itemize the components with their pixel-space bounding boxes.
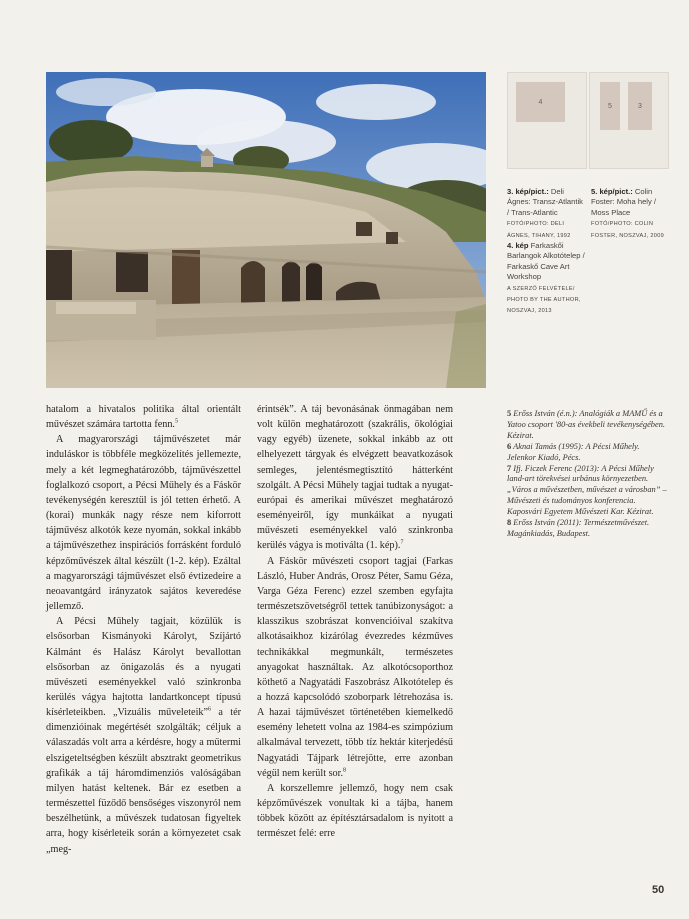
footnote-text: Erőss István (é.n.): Analógiák a MAMŰ és a Yatoo csoport '80-as évekbeli tevékenységében. Kézirat. [507,409,665,440]
caption-label: 3. kép/pict.: [507,187,549,196]
footnote-text: Erőss István (2011): Természetművészet. Magánkiadás, Budapest. [507,518,650,538]
paragraph [46,402,241,432]
paragraph [257,554,453,781]
footnote-number: 8 [507,518,512,528]
footnote-text: Ifj. Ficzek Ferenc (2013): A Pécsi Műhely land-art törekvései urbánus környezetben. „Város a művészetben, művészet a városban” – Művészeti és tudományos konferencia. Kaposvári Egyetem Művészeti Kar. Kézirat. [507,463,667,517]
footnote [507,464,667,519]
footnote [507,442,667,464]
footnote-number: 6 [507,441,512,451]
paragraph [46,614,241,857]
cave-dwellings-photo [46,72,486,388]
caption-pict-5 [591,187,669,241]
thumbnail-label: 4 [538,98,543,106]
thumbnail-5 [600,82,620,130]
footnote-ref: 6 [208,706,212,713]
footnote [507,409,667,442]
body-column-1 [46,402,241,857]
paragraph-text: hatalom a hivatalos politika által orientált művészet számára tartotta fenn. [46,404,241,431]
cave-photo-graphic [46,72,486,388]
caption-pict-4 [507,241,587,317]
thumbnail-3 [628,82,652,130]
thumbnail-page-left [507,72,587,169]
caption-label: 4. kép [507,241,529,251]
caption-credit: A SZERZŐ FELVÉTELE/ PHOTO BY THE AUTHOR, NOSZVAJ, 2013 [507,285,581,315]
caption-text: Deli Ágnes: Transz-Atlantik / Trans-Atlantic [507,187,583,217]
footnote-number: 5 [507,409,512,418]
thumbnail-label: 3 [638,102,642,110]
paragraph-text: a tér dimenzióinak megértését szolgálták; céljuk a válaszadás volt arra a kérdésre, hogy a műtermi elszigeteltségben készült absztrakt geometrikus grafikák a táj háromdimenziós valóságában milyen hatást keltenek. Bár ez esetben a természettel füződő bensőséges viszonyról nem beszélhetünk, a művészek tudatosan figyeltek arra, hogy kísérleteik során a környezetet csak „meg- [46,707,241,855]
thumbnail-4 [516,82,565,122]
caption-label: 5. kép/pict.: [591,187,633,196]
footnote-ref: 7 [400,540,404,547]
paragraph-text: érintsék”. A táj bevonásának önmagában nem volt külön meghatározott (szakrális, ökológiai vagy egyéb) üzenete, sokkal inkább az ott elhelyezett tárgyak és elvégzett beavatkozások semleges, jelentésmegtisztító hátterként szolgált. A Pécsi Műhely tagjai tudtak a nyugat-európai és amerikai művészet meghatározó eseményeiről, így munkáikat a nyugati művészeti eseményekkel való szinkronba kerülés vágya is motiválta (1. kép). [257,404,453,552]
footnotes [507,409,667,540]
footnote-ref: 8 [343,767,347,774]
page-number: 50 [652,884,665,896]
caption-text: Colin Foster: Moha hely / Moss Place [591,187,656,217]
body-column-2 [257,402,453,842]
caption-credit: FOTÓ/PHOTO: COLIN FOSTER, NOSZVAJ, 2009 [591,221,665,239]
caption-column-right [591,187,669,241]
caption-credit: FOTÓ/PHOTO: DELI ÁGNES, TIHANY, 1992 [507,221,571,239]
caption-text: Farkaskői Barlangok Alkotótelep / Farkaskő Cave Art Workshop [507,241,585,282]
footnote-text: Aknai Tamás (1995): A Pécsi Műhely. Jelenkor Kiadó, Pécs. [507,441,640,462]
caption-column-left [507,187,587,317]
paragraph: A korszellemre jellemző, hogy nem csak képzőművészek vonultak ki a tájba, hanem többek között az építésztársadalom is nyitott a természet felé: erre [257,782,453,840]
paragraph-text: A Pécsi Műhely tagjait, közülük is elsősorban Kismányoki Károlyt, Szíjártó Kálmánt és Halász Károlyt bevallottan elsősorban az önigazolás és a nyugati művészeti eseményekkel való szinkronba kerülés vágya hajtotta landartkoncept típusú kísérleteikben. „Vizuális műveleteik” [46,616,241,719]
paragraph: A magyarországi tájművészetet már induláskor is többféle megközelítés jellemezte, mely a két legmeghatározóbb, tájművészettel foglalkozó csoport, a Pécsi Műhely és a Fáskör tevékenységén keresztül is jól tetten érhető. A (korai) munkák nagy része nem kiforrott tájművész alkotók keze nyomán, sokkal inkább a tájművészethez inspirációs forrásként forduló képzőművészek által készült (1-2. kép). Ezáltal a magyarországi tájművészet első évtizedeire a neoavantgárd irányzatok sajátos keveredése jellemző. [46,434,241,613]
caption-pict-3 [507,187,587,241]
thumbnail-label: 5 [608,102,612,110]
footnote-ref: 5 [174,418,178,425]
paragraph-text: A Fáskör művészeti csoport tagjai (Farkas László, Huber András, Orosz Péter, Samu Géza, Varga Géza Ferenc) ezzel szemben egyfajta természetszövetségről tettek tanúbizonyságot: a klasszikus szobrászat konvencióival szakítva alkotásaikhoz kizárólag évezredes kézműves technikákkal megmunkált, természetes anyagokat használtak. Az alkotócsoporthoz köthető a Nagyatádi Faszobrász Alkotótelep és a hozzá kapcsolódó szoborpark létrehozása is. A hazai tájművészet történetében kiemelkedő esemény lehetett volna az 1984-es szimpózium alkalmával tervezett, több tíz hektár kiterjedésű Nagyatádi Tájpark létrejötte, erre azonban végül nem került sor. [257,555,453,779]
paragraph [257,402,453,554]
footnote-number: 7 [507,463,512,473]
page-layout-thumbnails [507,72,667,167]
footnote [507,518,667,540]
thumbnail-page-right [589,72,669,169]
